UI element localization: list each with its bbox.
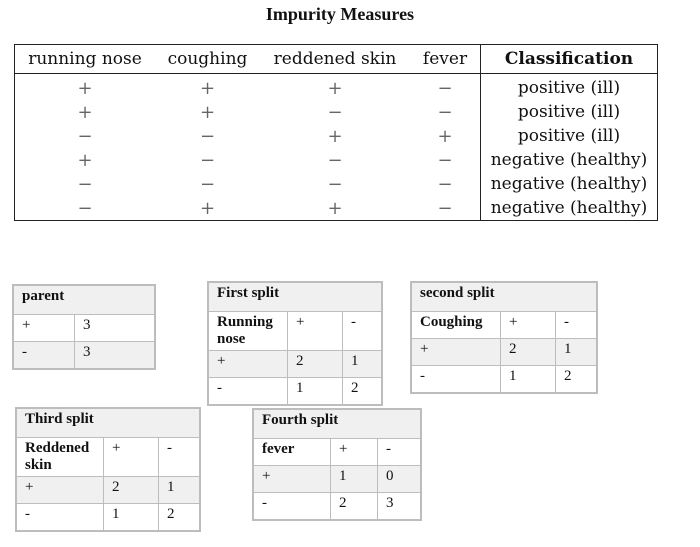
cell-fever: + — [437, 125, 453, 147]
fourth-split-attr: fever — [253, 439, 331, 466]
cell-coughing: + — [199, 101, 216, 123]
third-split-cell: 2 — [104, 477, 159, 504]
second-split-col-plus: + — [501, 312, 556, 339]
cell-fever: − — [437, 197, 453, 219]
cell-reddened-skin: + — [327, 197, 343, 219]
symptom-table — [14, 44, 658, 221]
cell-fever: − — [437, 149, 453, 171]
table-row — [15, 124, 658, 148]
cell-reddened-skin: + — [327, 125, 343, 147]
cell-classification: negative (healthy) — [481, 148, 658, 172]
cell-fever: − — [437, 77, 453, 99]
first-split-col-plus: + — [288, 312, 343, 351]
cell-coughing: + — [199, 197, 216, 219]
col-header-reddened-skin: reddened skin — [260, 45, 410, 74]
first-split-table — [207, 281, 383, 406]
table-row — [15, 100, 658, 124]
first-split-attr: Running nose — [208, 312, 288, 351]
third-split-table — [15, 407, 201, 532]
fourth-split-col-plus: + — [331, 439, 378, 466]
first-split-cell: 1 — [343, 351, 383, 378]
parent-row-value: 3 — [75, 342, 156, 370]
third-split-attr: Reddened skin — [16, 438, 104, 477]
col-header-running-nose: running nose — [15, 45, 156, 74]
second-split-cell: 2 — [556, 366, 598, 394]
cell-coughing: + — [199, 77, 216, 99]
cell-classification: negative (healthy) — [481, 172, 658, 196]
cell-reddened-skin: − — [327, 101, 343, 123]
fourth-split-title: Fourth split — [253, 409, 421, 439]
fourth-split-row-label: - — [253, 493, 331, 521]
first-split-col-minus: - — [343, 312, 383, 351]
second-split-table — [410, 281, 598, 394]
second-split-row-label: - — [411, 366, 501, 394]
cell-classification: negative (healthy) — [481, 196, 658, 221]
third-split-cell: 1 — [159, 477, 201, 504]
col-header-coughing: coughing — [155, 45, 260, 74]
fourth-split-col-minus: - — [378, 439, 422, 466]
first-split-cell: 2 — [288, 351, 343, 378]
first-split-row-label: - — [208, 378, 288, 406]
cell-coughing: − — [199, 173, 216, 195]
parent-title: parent — [13, 285, 155, 315]
cell-coughing: − — [199, 125, 216, 147]
cell-running-nose: + — [77, 149, 93, 171]
fourth-split-row-label: + — [253, 466, 331, 493]
cell-classification: positive (ill) — [481, 74, 658, 101]
first-split-cell: 1 — [288, 378, 343, 406]
fourth-split-table — [252, 408, 422, 521]
parent-table — [12, 284, 156, 370]
cell-fever: − — [437, 101, 453, 123]
col-header-classification: Classification — [481, 45, 658, 74]
third-split-cell: 1 — [104, 504, 159, 532]
third-split-col-plus: + — [104, 438, 159, 477]
first-split-cell: 2 — [343, 378, 383, 406]
cell-coughing: − — [199, 149, 216, 171]
parent-row-label: + — [13, 315, 75, 342]
second-split-row-label: + — [411, 339, 501, 366]
fourth-split-cell: 1 — [331, 466, 378, 493]
fourth-split-cell: 3 — [378, 493, 422, 521]
second-split-attr: Coughing — [411, 312, 501, 339]
third-split-row-label: - — [16, 504, 104, 532]
fourth-split-cell: 0 — [378, 466, 422, 493]
table-header-row — [15, 45, 658, 74]
third-split-cell: 2 — [159, 504, 201, 532]
cell-running-nose: + — [77, 77, 93, 99]
cell-running-nose: − — [77, 125, 93, 147]
cell-running-nose: − — [77, 173, 93, 195]
first-split-title: First split — [208, 282, 382, 312]
cell-reddened-skin: − — [327, 149, 343, 171]
second-split-title: second split — [411, 282, 597, 312]
cell-running-nose: − — [77, 197, 93, 219]
second-split-col-minus: - — [556, 312, 598, 339]
parent-row-value: 3 — [75, 315, 156, 342]
cell-fever: − — [437, 173, 453, 195]
table-row — [15, 172, 658, 196]
second-split-cell: 1 — [501, 366, 556, 394]
fourth-split-cell: 2 — [331, 493, 378, 521]
col-header-fever: fever — [410, 45, 481, 74]
first-split-row-label: + — [208, 351, 288, 378]
table-row — [15, 196, 658, 221]
cell-reddened-skin: + — [327, 77, 343, 99]
parent-row-label: - — [13, 342, 75, 370]
second-split-cell: 2 — [501, 339, 556, 366]
cell-running-nose: + — [77, 101, 93, 123]
table-row — [15, 148, 658, 172]
third-split-row-label: + — [16, 477, 104, 504]
second-split-cell: 1 — [556, 339, 598, 366]
page-title: Impurity Measures — [265, 4, 415, 24]
cell-classification: positive (ill) — [481, 124, 658, 148]
table-row — [15, 74, 658, 101]
cell-reddened-skin: − — [327, 173, 343, 195]
third-split-col-minus: - — [159, 438, 201, 477]
third-split-title: Third split — [16, 408, 200, 438]
cell-classification: positive (ill) — [481, 100, 658, 124]
